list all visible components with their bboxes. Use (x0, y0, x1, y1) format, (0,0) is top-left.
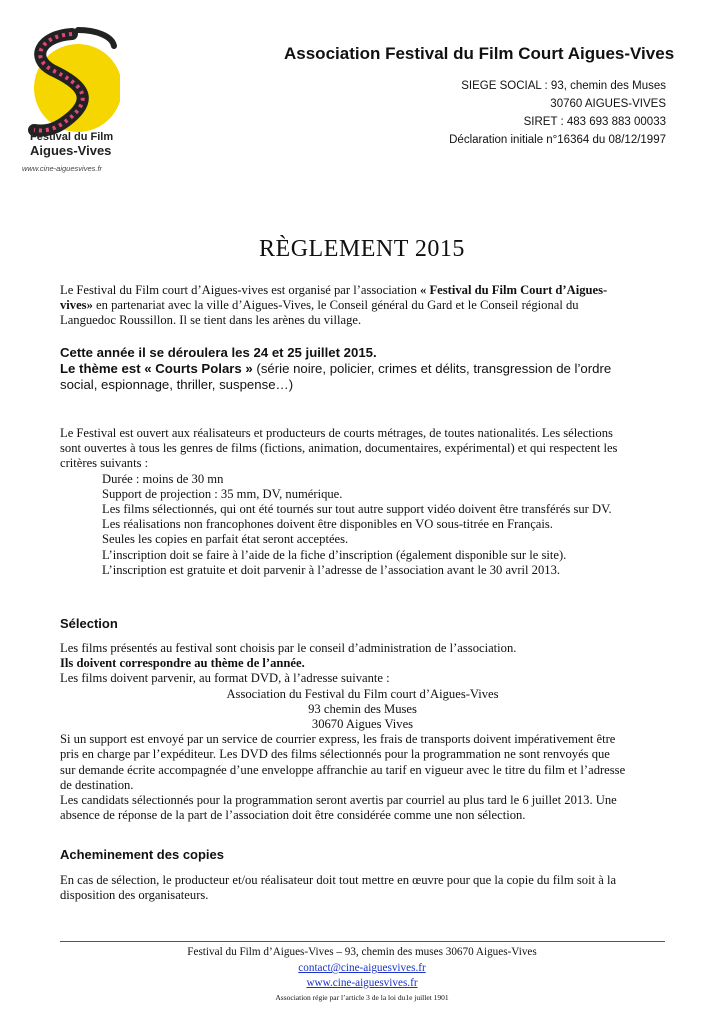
selection-line: Les films doivent parvenir, au format DVD, à l’adresse suivante : (60, 671, 390, 686)
association-name-end: vives» (60, 298, 93, 313)
festival-logo (20, 26, 120, 186)
criteria-item: L’inscription doit se faire à l’aide de la fiche d’inscription (également disponible sur le site). (102, 547, 567, 562)
siret: SIRET : 483 693 883 00033 (523, 116, 666, 128)
festival-theme (60, 361, 665, 377)
footer-address: Festival du Film d’Aigues-Vives – 93, chemin des muses 30670 Aigues-Vives (187, 946, 537, 958)
selection-line: Si un support est envoyé par un service de courrier express, les frais de transports doivent impérativement être (60, 732, 616, 747)
announcement (60, 345, 665, 393)
theme-name: Le thème est « Courts Polars » (60, 361, 253, 376)
intro-line-3: Languedoc Roussillon. Il se tient dans les arènes du village. (60, 313, 362, 328)
selection-section (60, 641, 665, 823)
address-line: 30670 Aigues Vives (311, 717, 414, 732)
film-reel-logo-icon (20, 26, 120, 186)
address-line: Association du Festival du Film court d’Aigues-Vives (226, 686, 499, 701)
footer-legal: Association régie par l’article 3 de la loi du1e juillet 1901 (275, 993, 449, 1002)
criteria-item: Seules les copies en parfait état seront acceptées. (102, 532, 349, 547)
logo-text-line2: Aigues-Vives (30, 143, 112, 158)
address-line: 93 chemin des Muses (308, 701, 417, 716)
logo-text-line1: Festival du Film (30, 131, 114, 143)
rules-line-2: sont ouvertes à tous les genres de films (fictions, animation, documentaires, expérimental) et qui respectent les (60, 441, 618, 456)
logo-url: www.cine-aiguesvives.fr (22, 164, 103, 173)
footer-website-row (0, 977, 724, 989)
criteria-item: Les films sélectionnés, qui ont été tournés sur tout autre support vidéo doivent être transférés sur DV. (102, 502, 612, 517)
selection-line: absence de réponse de la part de l’association doit être considérée comme une non sélection. (60, 808, 526, 823)
intro-text: Le Festival du Film court d’Aigues-vives est organisé par l’association (60, 283, 421, 297)
footer-divider (60, 941, 665, 942)
rules-line-3: critères suivants : (60, 456, 149, 471)
association-name: « Festival du Film Court d’Aigues- (420, 283, 608, 297)
criteria-item: Support de projection : 35 mm, DV, numérique. (102, 486, 343, 501)
criteria-item: Durée : moins de 30 mn (102, 471, 224, 486)
criteria-item: Les réalisations non francophones doivent être disponibles en VO sous-titrée en Français. (102, 517, 553, 532)
criteria-item: L’inscription est gratuite et doit parvenir à l’adresse de l’association avant le 30 avril 2013. (102, 562, 561, 577)
siege-social: SIEGE SOCIAL : 93, chemin des Muses (461, 80, 666, 92)
section-title-selection: Sélection (60, 616, 118, 631)
selection-line: Les films présentés au festival sont choisis par le conseil d’administration de l’association. (60, 641, 517, 655)
page-title: RÈGLEMENT 2015 (259, 236, 465, 262)
section-title-acheminement: Acheminement des copies (60, 847, 224, 862)
festival-dates: Cette année il se déroulera les 24 et 25 juillet 2015. (60, 345, 377, 360)
theme-description-cont: social, espionnage, thriller, suspense…) (60, 377, 294, 392)
intro-text: en partenariat avec la ville d’Aigues-Vives, le Conseil général du Gard et le Conseil régional du (92, 298, 579, 313)
city: 30760 AIGUES-VIVES (550, 98, 666, 110)
intro-paragraph (60, 283, 665, 329)
footer-email-link[interactable]: contact@cine-aiguesvives.fr (298, 962, 426, 974)
selection-line: sur demande écrite accompagnée d’une enveloppe affranchie au tarif en vigueur avec le titre du film et l’adresse (60, 762, 626, 777)
declaration: Déclaration initiale n°16364 du 08/12/1997 (449, 134, 666, 146)
selection-line: pris en charge par l’expéditeur. Les DVD des films sélectionnés pour la programmation ne sont renvoyés que (60, 747, 610, 762)
organization-name: Association Festival du Film Court Aigues-Vives (284, 44, 675, 63)
rules-line-1: Le Festival est ouvert aux réalisateurs et producteurs de courts métrages, de toutes nationalités. Les sélections (60, 426, 613, 440)
intro-line-2 (60, 298, 665, 313)
footer-website-link[interactable]: www.cine-aiguesvives.fr (306, 977, 418, 989)
intro-line-1 (60, 283, 665, 298)
acheminement-line: disposition des organisateurs. (60, 888, 209, 903)
selection-theme-requirement: Ils doivent correspondre au thème de l’année. (60, 656, 305, 671)
selection-line: Les candidats sélectionnés pour la programmation seront avertis par courriel au plus tard le 6 juillet 2013. Une (60, 793, 617, 808)
theme-description: (série noire, policier, crimes et délits, transgression de l’ordre (252, 361, 612, 376)
footer-email-row (0, 962, 724, 974)
acheminement-line: En cas de sélection, le producteur et/ou réalisateur doit tout mettre en œuvre pour que la copie du film soit à la (60, 873, 617, 887)
acheminement-section (60, 873, 665, 903)
selection-line: de destination. (60, 777, 134, 792)
rules-section (60, 426, 665, 578)
